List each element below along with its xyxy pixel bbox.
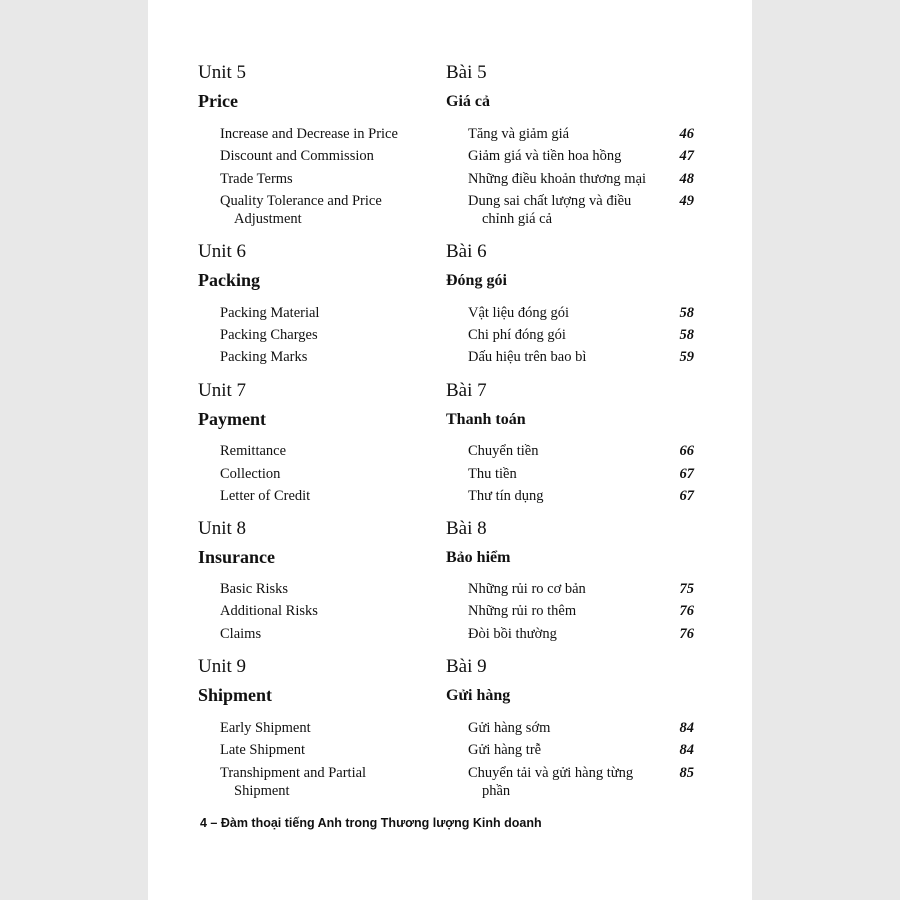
toc-entry-vi-continuation: chỉnh giá cả bbox=[482, 211, 553, 227]
unit-title-en: Shipment bbox=[198, 685, 273, 705]
toc-entry-vi bbox=[468, 465, 668, 483]
page-number: 59 bbox=[679, 349, 694, 365]
toc-entry-vi-text: Đòi bồi thường bbox=[468, 626, 557, 642]
toc-entry-vi-text: Gửi hàng trễ bbox=[468, 742, 542, 758]
page-number: 84 bbox=[679, 742, 694, 758]
unit-number-en: Unit 6 bbox=[198, 241, 247, 262]
toc-entry-vi-text: Giảm giá và tiền hoa hồng bbox=[468, 148, 622, 164]
unit-title-en: Insurance bbox=[198, 547, 276, 567]
unit-number-en: Unit 9 bbox=[198, 656, 247, 677]
toc-entry-vi-text: Dung sai chất lượng và điều bbox=[468, 193, 632, 209]
toc-entry-vi bbox=[468, 125, 668, 143]
toc-entry-vi bbox=[468, 602, 668, 620]
toc-entry-en bbox=[220, 764, 430, 800]
toc-entry-en-text: Packing Charges bbox=[220, 327, 318, 343]
toc-entry-en bbox=[220, 326, 430, 344]
toc-entry-en-text: Additional Risks bbox=[220, 603, 318, 619]
toc-entry-vi-continuation: phần bbox=[482, 783, 511, 799]
page-number: 49 bbox=[679, 193, 694, 209]
toc-entry-en bbox=[220, 625, 430, 643]
toc-entry-en bbox=[220, 348, 430, 366]
toc-entry-en bbox=[220, 487, 430, 505]
page-number: 75 bbox=[679, 581, 694, 597]
page-number: 76 bbox=[679, 626, 694, 642]
toc-entry-en bbox=[220, 192, 430, 228]
toc-entry-en-text: Claims bbox=[220, 626, 262, 642]
toc-entry-en-text: Letter of Credit bbox=[220, 488, 311, 504]
unit-title-en: Price bbox=[198, 91, 238, 111]
unit-number-en: Unit 5 bbox=[198, 62, 247, 83]
unit-title-en: Packing bbox=[198, 270, 261, 290]
toc-entry-vi bbox=[468, 192, 668, 228]
toc-entry-en-text: Early Shipment bbox=[220, 720, 311, 736]
toc-entry-vi bbox=[468, 442, 668, 460]
toc-entry-vi bbox=[468, 741, 668, 759]
toc-entry-vi bbox=[468, 147, 668, 165]
toc-entry-en bbox=[220, 580, 430, 598]
page-footer: 4 – Đàm thoại tiếng Anh trong Thương lượng Kinh doanh bbox=[200, 816, 542, 830]
toc-entry-en-continuation: Shipment bbox=[234, 783, 290, 799]
toc-entry-vi bbox=[468, 170, 668, 188]
toc-entry-vi-text: Chuyển tiền bbox=[468, 443, 539, 459]
book-page bbox=[148, 0, 752, 900]
page-number: 85 bbox=[679, 765, 694, 781]
page-number: 48 bbox=[679, 171, 694, 187]
toc-entry-en-text: Packing Material bbox=[220, 305, 320, 321]
toc-entry-en bbox=[220, 442, 430, 460]
page-number: 58 bbox=[679, 305, 694, 321]
toc-entry-en bbox=[220, 170, 430, 188]
unit-title-en: Payment bbox=[198, 409, 266, 429]
page-number: 84 bbox=[679, 720, 694, 736]
toc-entry-vi-text: Những điều khoản thương mại bbox=[468, 171, 647, 187]
page-number: 67 bbox=[679, 488, 694, 504]
toc-entry-vi-text: Những rủi ro thêm bbox=[468, 603, 577, 619]
toc-entry-en-text: Quality Tolerance and Price bbox=[220, 193, 382, 209]
toc-entry-vi-text: Tăng và giảm giá bbox=[468, 126, 570, 142]
toc-entry-en-text: Late Shipment bbox=[220, 742, 305, 758]
toc-entry-vi-text: Thu tiền bbox=[468, 466, 517, 482]
toc-entry-vi bbox=[468, 719, 668, 737]
toc-entry-vi-text: Vật liệu đóng gói bbox=[468, 305, 570, 321]
toc-entry-en bbox=[220, 602, 430, 620]
toc-entry-vi-text: Chi phí đóng gói bbox=[468, 327, 566, 343]
page-number: 76 bbox=[679, 603, 694, 619]
toc-entry-vi-text: Gửi hàng sớm bbox=[468, 720, 551, 736]
toc-entry-vi-text: Những rủi ro cơ bản bbox=[468, 581, 586, 597]
page-number: 46 bbox=[679, 126, 694, 142]
toc-entry-vi bbox=[468, 487, 668, 505]
toc-entry-en-text: Increase and Decrease in Price bbox=[220, 126, 398, 142]
toc-entry-vi bbox=[468, 304, 668, 322]
unit-title-vi: Thanh toán bbox=[446, 411, 526, 428]
toc-entry-en-text: Remittance bbox=[220, 443, 287, 459]
unit-title-vi: Giá cả bbox=[446, 93, 490, 110]
toc-entry-en-text: Basic Risks bbox=[220, 581, 289, 597]
toc-entry-en-text: Trade Terms bbox=[220, 171, 293, 187]
toc-entry-en bbox=[220, 147, 430, 165]
unit-number-vi: Bài 7 bbox=[446, 380, 487, 401]
unit-number-vi: Bài 8 bbox=[446, 518, 487, 539]
toc-entry-vi-text: Chuyển tải và gửi hàng từng bbox=[468, 765, 634, 781]
page-number: 66 bbox=[679, 443, 694, 459]
unit-number-en: Unit 7 bbox=[198, 380, 247, 401]
toc-entry-en bbox=[220, 465, 430, 483]
page-number: 58 bbox=[679, 327, 694, 343]
unit-number-en: Unit 8 bbox=[198, 518, 247, 539]
page-number: 47 bbox=[679, 148, 694, 164]
unit-title-vi: Bảo hiểm bbox=[446, 549, 511, 566]
toc-entry-en bbox=[220, 719, 430, 737]
toc-entry-vi bbox=[468, 326, 668, 344]
toc-entry-en-text: Packing Marks bbox=[220, 349, 308, 365]
unit-number-vi: Bài 6 bbox=[446, 241, 487, 262]
toc-entry-vi bbox=[468, 348, 668, 366]
toc-entry-vi-text: Dấu hiệu trên bao bì bbox=[468, 349, 587, 365]
toc-entry-en-text: Discount and Commission bbox=[220, 148, 374, 164]
toc-entry-vi bbox=[468, 625, 668, 643]
page-number: 67 bbox=[679, 466, 694, 482]
toc-entry-en bbox=[220, 125, 430, 143]
unit-number-vi: Bài 5 bbox=[446, 62, 487, 83]
toc-entry-vi bbox=[468, 764, 668, 800]
toc-entry-en-text: Collection bbox=[220, 466, 281, 482]
toc-entry-en bbox=[220, 304, 430, 322]
unit-title-vi: Gửi hàng bbox=[446, 687, 511, 704]
toc-entry-vi-text: Thư tín dụng bbox=[468, 488, 544, 504]
unit-title-vi: Đóng gói bbox=[446, 272, 507, 289]
toc-entry-en-text: Transhipment and Partial bbox=[220, 765, 367, 781]
toc-entry-en-continuation: Adjustment bbox=[234, 211, 302, 227]
toc-entry-vi bbox=[468, 580, 668, 598]
unit-number-vi: Bài 9 bbox=[446, 656, 487, 677]
toc-entry-en bbox=[220, 741, 430, 759]
